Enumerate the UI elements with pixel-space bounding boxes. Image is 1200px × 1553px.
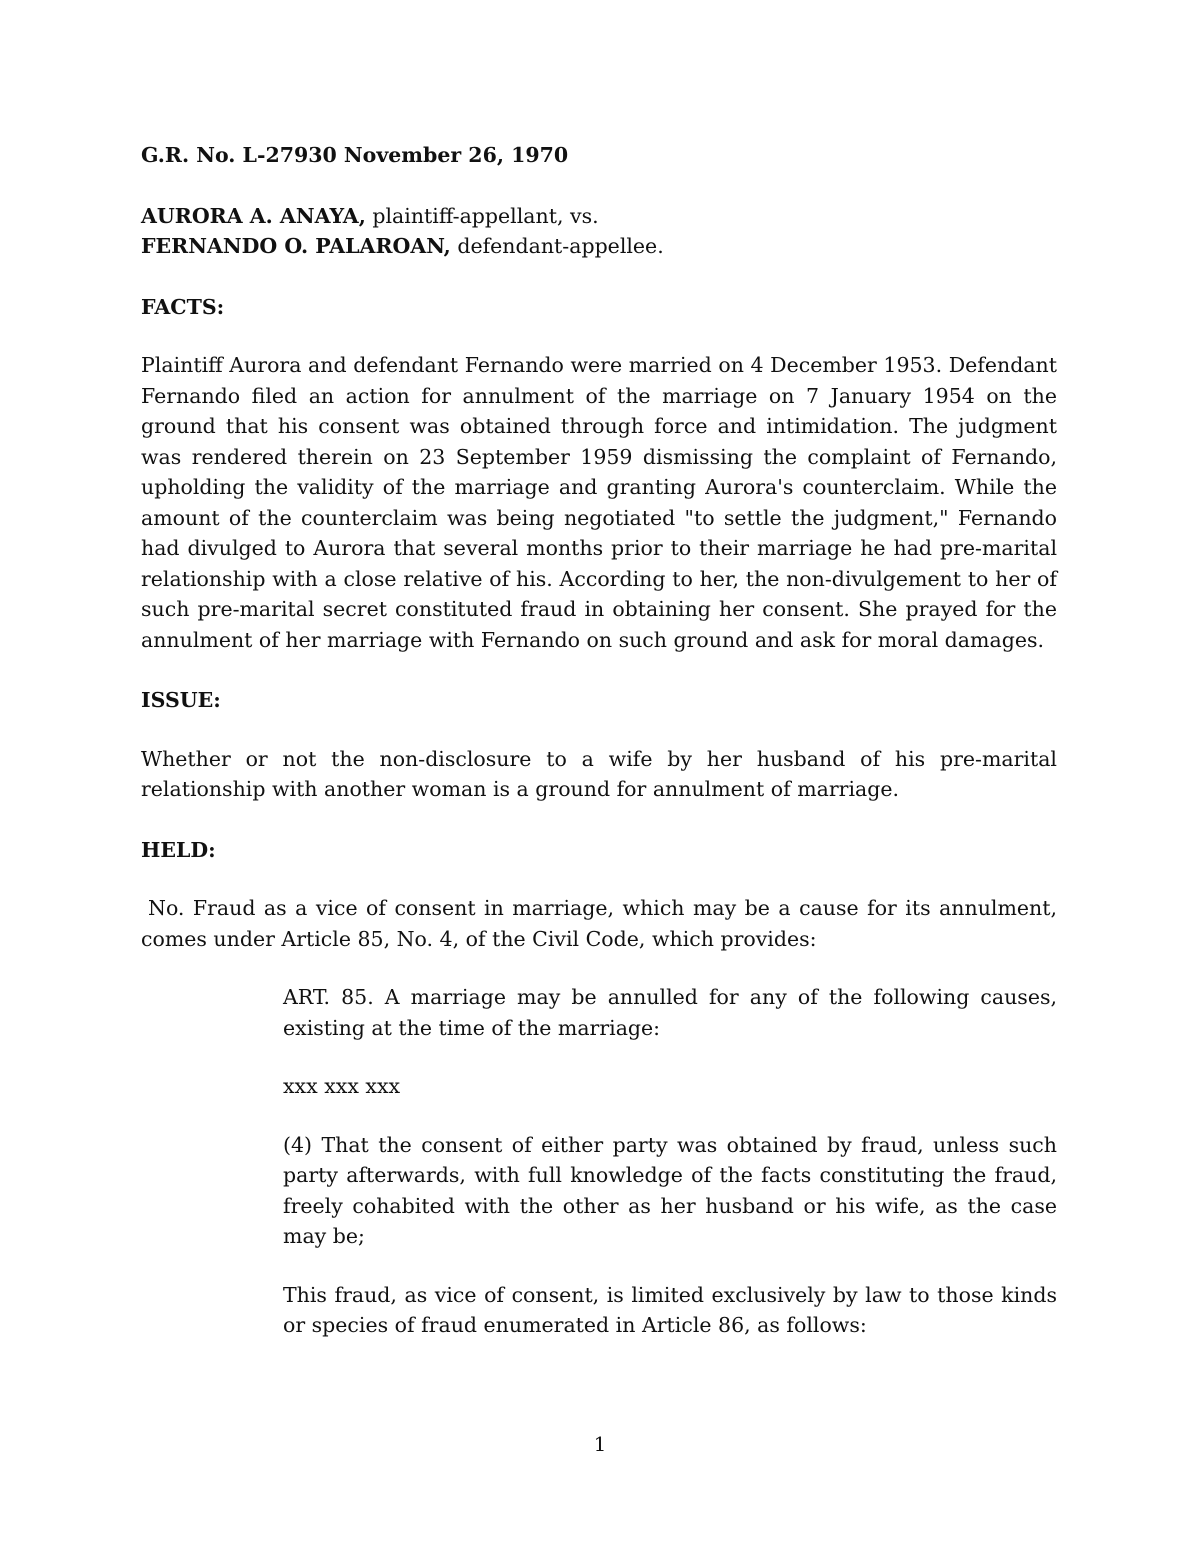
fraud-limitation-text: This fraud, as vice of consent, is limited exclusively by law to those kinds or species of fraud enumerated in Article 86, as follows: — [283, 1282, 1057, 1337]
held-text: No. Fraud as a vice of consent in marriage, which may be a cause for its annulment, comes under Article 85, No. 4, of the Civil Code, which provides: — [141, 896, 1057, 951]
held-heading: HELD: — [141, 837, 216, 862]
clause-4-text: (4) That the consent of either party was obtained by fraud, unless such party afterwards, with full knowledge of the facts constituting the fraud, freely cohabited with the other as her husband or his wife, as the case may be; — [283, 1132, 1057, 1248]
case-parties — [141, 201, 1057, 262]
facts-heading: FACTS: — [141, 294, 225, 319]
issue-heading: ISSUE: — [141, 688, 221, 712]
plaintiff-role: plaintiff-appellant, vs. — [365, 203, 599, 228]
plaintiff-line — [141, 201, 1057, 232]
defendant-name: FERNANDO O. PALAROAN, — [141, 234, 451, 258]
case-number: G.R. No. L-27930 November 26, 1970 — [141, 143, 569, 167]
defendant-line — [141, 231, 1057, 262]
page-number: 1 — [593, 1432, 607, 1456]
plaintiff-name: AURORA A. ANAYA, — [141, 203, 366, 228]
issue-text: Whether or not the non-disclosure to a wife by her husband of his pre-marital relationship with another woman is a ground for annulment of marriage. — [141, 746, 1057, 801]
document-body — [141, 140, 1057, 1341]
civil-code-quote — [283, 982, 1057, 1341]
article-85-text: ART. 85. A marriage may be annulled for any of the following causes, existing at the time of the marriage: — [283, 985, 1057, 1040]
omission-marker: xxx xxx xxx — [283, 1074, 401, 1098]
facts-text: Plaintiff Aurora and defendant Fernando were married on 4 December 1953. Defendant Fernando filed an action for annulment of the marriage on 7 January 1954 on the ground that his consent was obtained through force and intimidation. The judgment was rendered therein on 23 September 1959 dismissing the complaint of Fernando, upholding the validity of the marriage and granting Aurora's counterclaim. While the amount of the counterclaim was being negotiated "to settle the judgment," Fernando had divulged to Aurora that several months prior to their marriage he had pre-marital relationship with a close relative of his. According to her, the non-divulgement to her of such pre-marital secret constituted fraud in obtaining her consent. She prayed for the annulment of her marriage with Fernando on such ground and ask for moral damages. — [141, 353, 1057, 652]
defendant-role: defendant-appellee. — [450, 234, 664, 258]
